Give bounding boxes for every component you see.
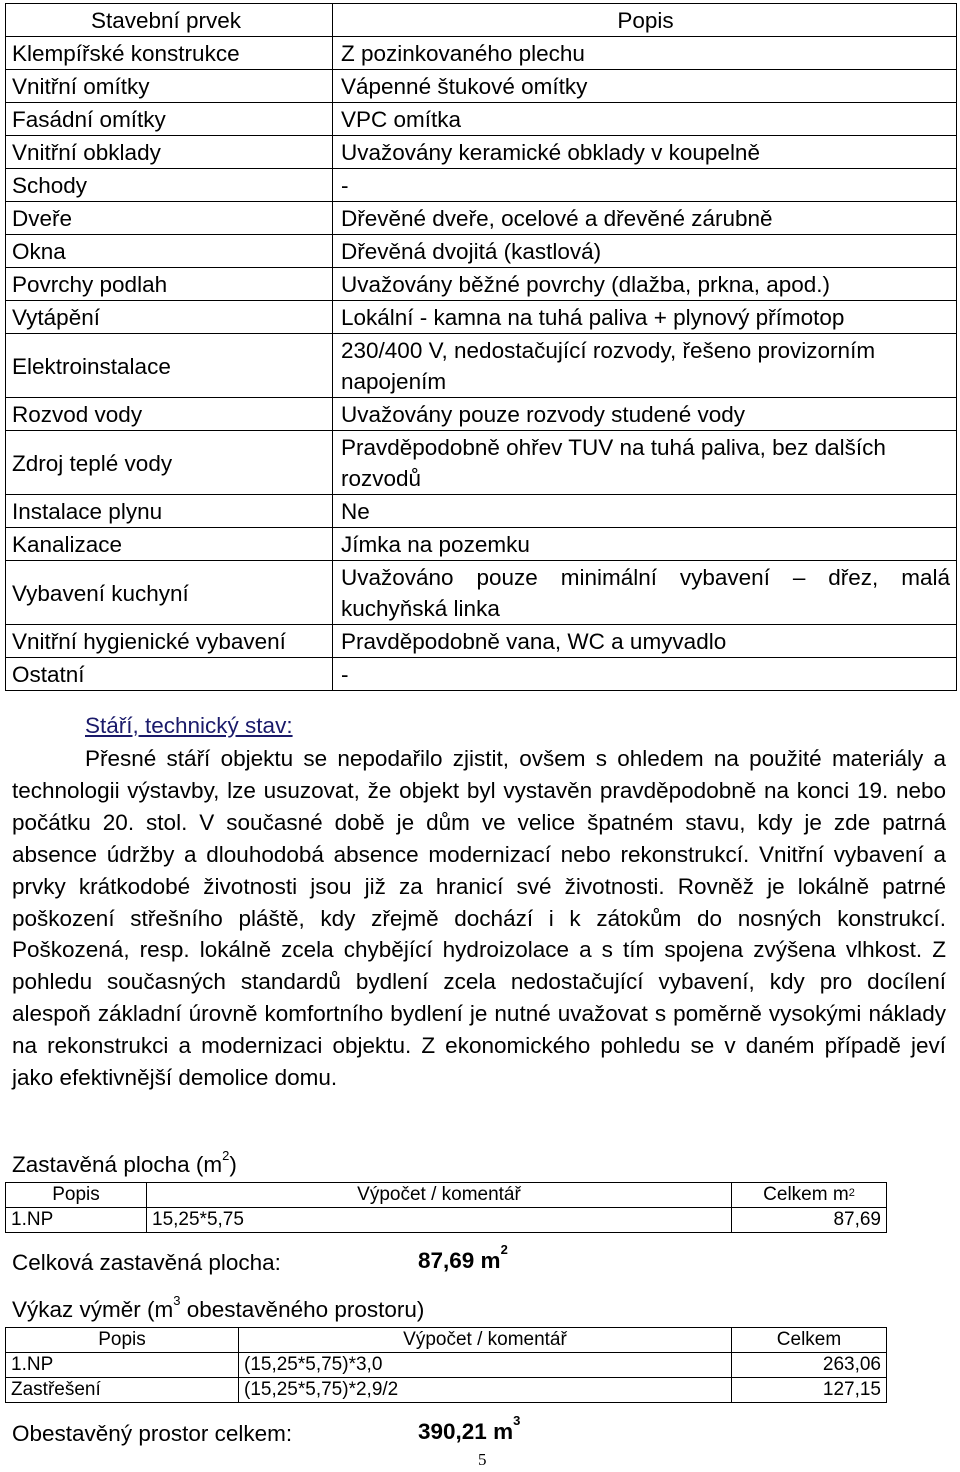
built-area-caption-text: Zastavěná plocha (m <box>12 1152 223 1177</box>
volume-caption-text: Výkaz výměr (m <box>12 1297 174 1322</box>
header-total: Celkem <box>732 1328 887 1353</box>
desc-cell: 1.NP <box>6 1208 147 1233</box>
built-area-total-sup: 2 <box>500 1242 508 1257</box>
volume-total-sup: 3 <box>513 1413 521 1428</box>
description-cell: - <box>333 169 957 202</box>
volume-table <box>5 1327 887 1403</box>
element-cell: Schody <box>6 169 333 202</box>
element-cell: Rozvod vody <box>6 398 333 431</box>
table-row <box>6 136 957 169</box>
description-cell: Lokální - kamna na tuhá paliva + plynový přímotop <box>333 301 957 334</box>
header-total-sup: 2 <box>848 1187 855 1199</box>
element-cell: Vnitřní hygienické vybavení <box>6 625 333 658</box>
element-cell: Kanalizace <box>6 528 333 561</box>
element-cell: Ostatní <box>6 658 333 691</box>
table-row <box>6 431 957 495</box>
age-section-heading: Stáří, technický stav: <box>85 713 293 738</box>
description-cell: Pravděpodobně ohřev TUV na tuhá paliva, bez dalších rozvodů <box>333 431 957 495</box>
built-area-caption-sup: 2 <box>222 1148 230 1163</box>
volume-caption <box>12 1293 425 1323</box>
description-cell: Ne <box>333 495 957 528</box>
table-header-row <box>6 1183 887 1208</box>
header-calc: Výpočet / komentář <box>147 1183 732 1208</box>
header-desc: Popis <box>6 1183 147 1208</box>
description-cell: Dřevěné dveře, ocelové a dřevěné zárubně <box>333 202 957 235</box>
description-cell: Uvažováno pouze minimální vybavení – dřez, malá kuchyňská linka <box>333 561 957 625</box>
table-row <box>6 1353 887 1378</box>
table-row <box>6 103 957 136</box>
description-cell: Z pozinkovaného plechu <box>333 37 957 70</box>
element-cell: Dveře <box>6 202 333 235</box>
table-row <box>6 202 957 235</box>
volume-total-text: 390,21 m <box>418 1419 514 1444</box>
description-cell: VPC omítka <box>333 103 957 136</box>
table-row <box>6 625 957 658</box>
volume-total-label: Obestavěný prostor celkem: <box>12 1421 293 1446</box>
table-row <box>6 37 957 70</box>
volume-caption-sup: 3 <box>173 1293 181 1308</box>
header-desc: Popis <box>6 1328 239 1353</box>
header-element: Stavební prvek <box>6 4 333 37</box>
element-cell: Vnitřní omítky <box>6 70 333 103</box>
table-header-row <box>6 1328 887 1353</box>
description-cell: - <box>333 658 957 691</box>
header-description: Popis <box>333 4 957 37</box>
element-cell: Povrchy podlah <box>6 268 333 301</box>
built-area-total-label: Celková zastavěná plocha: <box>12 1250 281 1275</box>
desc-cell: 1.NP <box>6 1353 239 1378</box>
table-row <box>6 398 957 431</box>
total-cell: 263,06 <box>732 1353 887 1378</box>
element-cell: Fasádní omítky <box>6 103 333 136</box>
element-cell: Zdroj teplé vody <box>6 431 333 495</box>
header-total-text: Celkem m <box>763 1184 849 1205</box>
element-cell: Elektroinstalace <box>6 334 333 398</box>
total-cell: 127,15 <box>732 1378 887 1403</box>
calc-cell: (15,25*5,75)*2,9/2 <box>239 1378 732 1403</box>
built-area-table <box>5 1182 887 1233</box>
element-cell: Klempířské konstrukce <box>6 37 333 70</box>
table-row <box>6 301 957 334</box>
element-cell: Instalace plynu <box>6 495 333 528</box>
table-row <box>6 528 957 561</box>
description-cell: Uvažovány běžné povrchy (dlažba, prkna, apod.) <box>333 268 957 301</box>
description-cell: Uvažovány pouze rozvody studené vody <box>333 398 957 431</box>
description-cell: 230/400 V, nedostačující rozvody, řešeno provizorním napojením <box>333 334 957 398</box>
header-total <box>732 1183 887 1208</box>
element-cell: Vybavení kuchyní <box>6 561 333 625</box>
built-area-caption-end: ) <box>229 1152 237 1177</box>
description-cell: Uvažovány keramické obklady v koupelně <box>333 136 957 169</box>
volume-caption-end: obestavěného prostoru) <box>180 1297 425 1322</box>
built-area-total-text: 87,69 m <box>418 1248 501 1273</box>
table-row <box>6 495 957 528</box>
element-cell: Okna <box>6 235 333 268</box>
table-header-row <box>6 4 957 37</box>
description-cell: Pravděpodobně vana, WC a umyvadlo <box>333 625 957 658</box>
description-cell: Vápenné štukové omítky <box>333 70 957 103</box>
element-cell: Vytápění <box>6 301 333 334</box>
table-row <box>6 334 957 398</box>
building-elements-table <box>5 3 957 691</box>
table-row <box>6 235 957 268</box>
desc-cell: Zastřešení <box>6 1378 239 1403</box>
table-row <box>6 268 957 301</box>
calc-cell: 15,25*5,75 <box>147 1208 732 1233</box>
page-number: 5 <box>478 1450 487 1469</box>
table-row <box>6 1208 887 1233</box>
table-row <box>6 70 957 103</box>
table-row <box>6 1378 887 1403</box>
table-row <box>6 169 957 202</box>
description-cell: Jímka na pozemku <box>333 528 957 561</box>
header-calc: Výpočet / komentář <box>239 1328 732 1353</box>
calc-cell: (15,25*5,75)*3,0 <box>239 1353 732 1378</box>
age-section-text: Přesné stáří objektu se nepodařilo zjistit, ovšem s ohledem na použité materiály a technologii výstavby, lze usuzovat, že objekt byl vystavěn pravděpodobně na konci 19. nebo počátku 20. stol. V současné době je dům ve velice špatném stavu, kdy je zde patrná absence údržby a dlouhodobá absence modernizací nebo rekonstrukcí. Vnitřní vybavení a prvky krátkodobé životnosti jsou již za hranicí své životnosti. Rovněž je lokálně patrné poškození střešního pláště, kdy zřejmě dochází i k zátokům do nosných konstrukcí. Poškozená, resp. lokálně zcela chybějící hydroizolace a s tím spojena zvýšena vlhkost. Z pohledu současných standardů bydlení zcela nedostačující vybavení, kdy pro docílení alespoň základní úrovně komfortního bydlení je nutné uvažovat s poměrně vysokými náklady na rekonstrukci a modernizaci objektu. Z ekonomického pohledu se v daném případě jeví jako efektivnější demolice domu. <box>12 746 946 1091</box>
description-cell: Dřevěná dvojitá (kastlová) <box>333 235 957 268</box>
volume-total-value <box>418 1413 521 1445</box>
table-row <box>6 658 957 691</box>
built-area-caption <box>12 1148 237 1178</box>
total-cell: 87,69 <box>732 1208 887 1233</box>
built-area-total-value <box>418 1242 508 1274</box>
table-row <box>6 561 957 625</box>
element-cell: Vnitřní obklady <box>6 136 333 169</box>
